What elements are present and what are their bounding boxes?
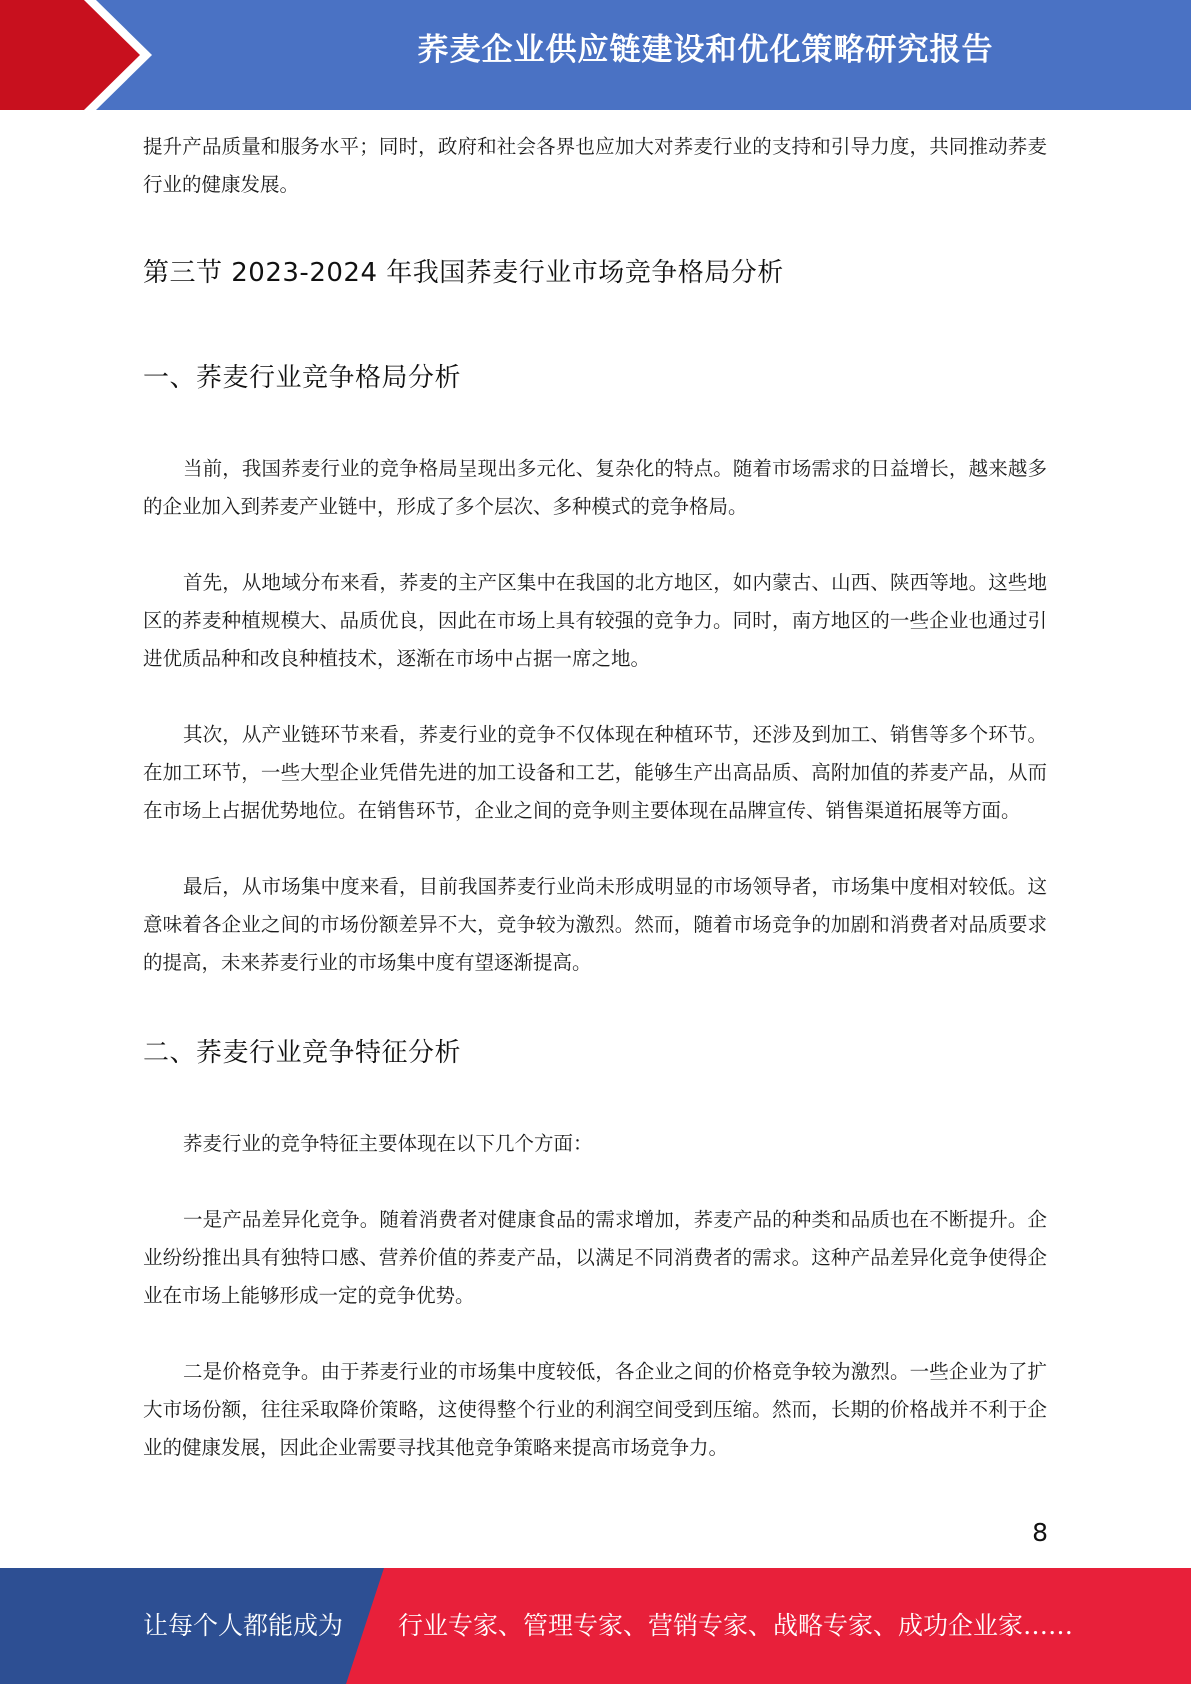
footer-slogan-left: 让每个人都能成为 <box>143 1611 344 1640</box>
section-title: 第三节 2023-2024 年我国荞麦行业市场竞争格局分析 <box>143 258 784 288</box>
part2-paragraph: 二是价格竞争。由于荞麦行业的市场集中度较低，各企业之间的价格竞争较为激烈。一些企业为了扩大市场份额，往往采取降价策略，这使得整个行业的利润空间受到压缩。然而，长期的价格战并不利于企业的健康发展，因此企业需要寻找其他竞争策略来提高市场竞争力。 <box>143 1360 1047 1459</box>
document-title: 荞麦企业供应链建设和优化策略研究报告 <box>417 32 994 68</box>
part2-title: 二、荞麦行业竞争特征分析 <box>143 1038 462 1068</box>
page-number: 8 <box>1032 1518 1048 1547</box>
part2-paragraph: 荞麦行业的竞争特征主要体现在以下几个方面： <box>183 1132 593 1155</box>
part1-paragraph: 首先，从地域分布来看，荞麦的主产区集中在我国的北方地区，如内蒙古、山西、陕西等地。这些地区的荞麦种植规模大、品质优良，因此在市场上具有较强的竞争力。同时，南方地区的一些企业也通过引进优质品种和改良种植技术，逐渐在市场中占据一席之地。 <box>143 571 1047 670</box>
part1-paragraph: 当前，我国荞麦行业的竞争格局呈现出多元化、复杂化的特点。随着市场需求的日益增长，越来越多的企业加入到荞麦产业链中，形成了多个层次、多种模式的竞争格局。 <box>143 457 1047 518</box>
footer-slogan-right: 行业专家、管理专家、营销专家、战略专家、成功企业家…… <box>398 1611 1074 1640</box>
intro-paragraph: 提升产品质量和服务水平；同时，政府和社会各界也应加大对荞麦行业的支持和引导力度，共同推动荞麦行业的健康发展。 <box>143 135 1047 196</box>
page-content <box>143 128 1047 1467</box>
part1-paragraph: 其次，从产业链环节来看，荞麦行业的竞争不仅体现在种植环节，还涉及到加工、销售等多个环节。在加工环节，一些大型企业凭借先进的加工设备和工艺，能够生产出高品质、高附加值的荞麦产品，从而在市场上占据优势地位。在销售环节，企业之间的竞争则主要体现在品牌宣传、销售渠道拓展等方面。 <box>143 723 1047 822</box>
part1-paragraph: 最后，从市场集中度来看，目前我国荞麦行业尚未形成明显的市场领导者，市场集中度相对较低。这意味着各企业之间的市场份额差异不大，竞争较为激烈。然而，随着市场竞争的加剧和消费者对品质要求的提高，未来荞麦行业的市场集中度有望逐渐提高。 <box>143 875 1047 974</box>
page-footer <box>0 1568 1191 1684</box>
part2-paragraph: 一是产品差异化竞争。随着消费者对健康食品的需求增加，荞麦产品的种类和品质也在不断提升。企业纷纷推出具有独特口感、营养价值的荞麦产品，以满足不同消费者的需求。这种产品差异化竞争使得企业在市场上能够形成一定的竞争优势。 <box>143 1208 1047 1307</box>
part1-title: 一、荞麦行业竞争格局分析 <box>143 363 462 393</box>
page-header <box>0 0 1191 110</box>
